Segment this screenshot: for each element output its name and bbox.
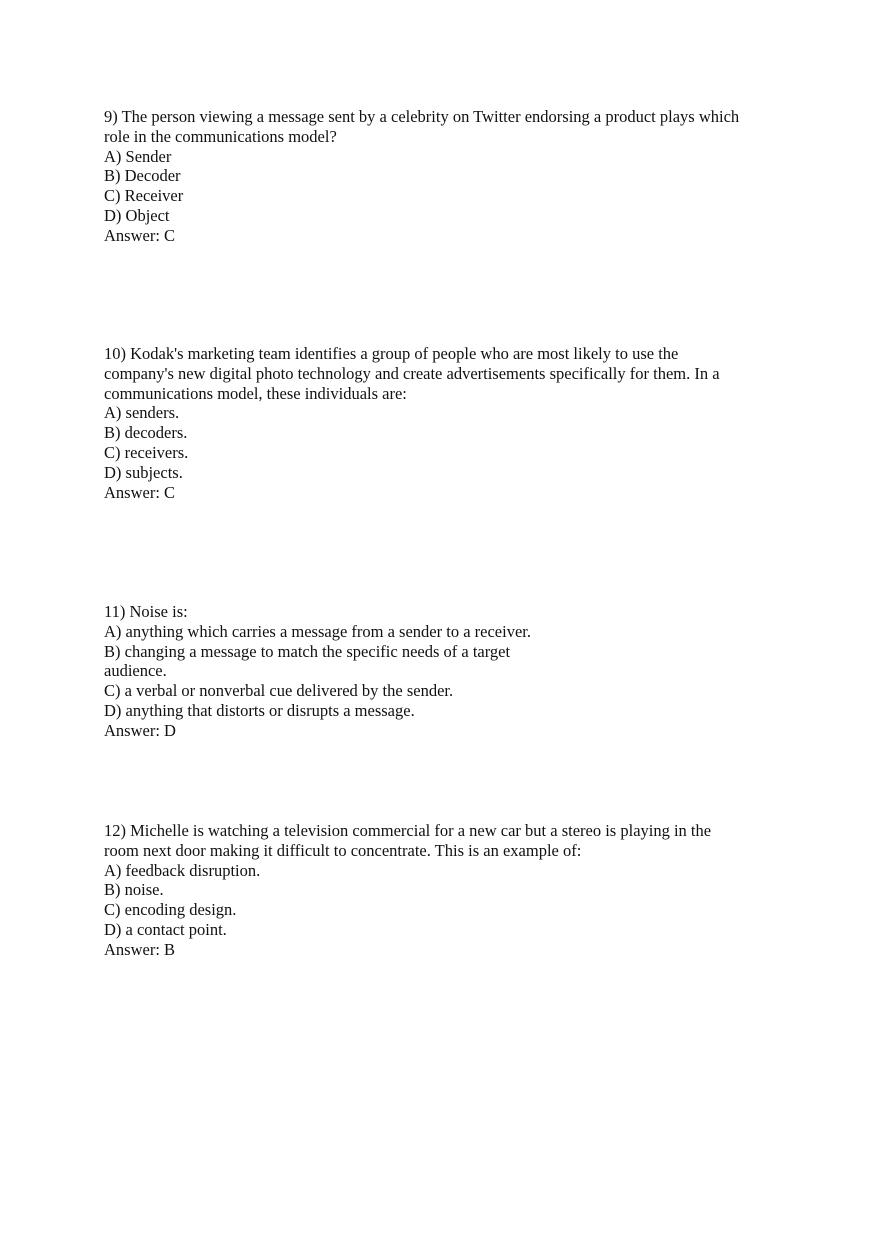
question-stem-line: room next door making it difficult to concentrate. This is an example of: [104, 840, 582, 860]
answer-key: Answer: C [104, 482, 176, 502]
question-stem-line: communications model, these individuals are: [104, 383, 407, 403]
answer-option: D) Object [104, 205, 170, 225]
answer-option: C) Receiver [104, 186, 184, 206]
question-stem-line: 11) Noise is: [104, 602, 188, 621]
question-11 [104, 602, 794, 741]
question-10 [104, 344, 794, 502]
answer-option: D) subjects. [104, 462, 183, 482]
answer-option: C) a verbal or nonverbal cue delivered by the sender. [104, 681, 454, 701]
answer-option: D) anything that distorts or disrupts a message. [104, 700, 415, 720]
answer-option: B) noise. [104, 880, 164, 900]
question-stem-line: 10) Kodak's marketing team identifies a group of people who are most likely to use the [104, 344, 679, 363]
answer-option: B) decoders. [104, 423, 188, 443]
answer-option: B) changing a message to match the specific needs of a target [104, 641, 511, 661]
answer-option: B) Decoder [104, 166, 181, 186]
answer-option: D) a contact point. [104, 919, 227, 939]
answer-key: Answer: D [104, 720, 176, 740]
question-9 [104, 107, 794, 246]
answer-option: A) Sender [104, 146, 172, 166]
answer-option: A) anything which carries a message from a sender to a receiver. [104, 621, 531, 641]
answer-option: A) senders. [104, 403, 180, 423]
answer-option: C) encoding design. [104, 900, 237, 920]
question-stem-line: role in the communications model? [104, 126, 337, 146]
answer-option: A) feedback disruption. [104, 860, 261, 880]
question-stem-line: company's new digital photo technology and create advertisements specifically for them. In a [104, 363, 720, 383]
answer-key: Answer: C [104, 225, 176, 245]
question-stem-line: 9) The person viewing a message sent by a celebrity on Twitter endorsing a product plays which [104, 107, 740, 126]
question-12 [104, 821, 794, 960]
question-stem-line: 12) Michelle is watching a television commercial for a new car but a stereo is playing in the [104, 821, 712, 840]
answer-key: Answer: B [104, 939, 176, 959]
answer-option: C) receivers. [104, 442, 189, 462]
answer-option-continuation: audience. [104, 661, 167, 681]
